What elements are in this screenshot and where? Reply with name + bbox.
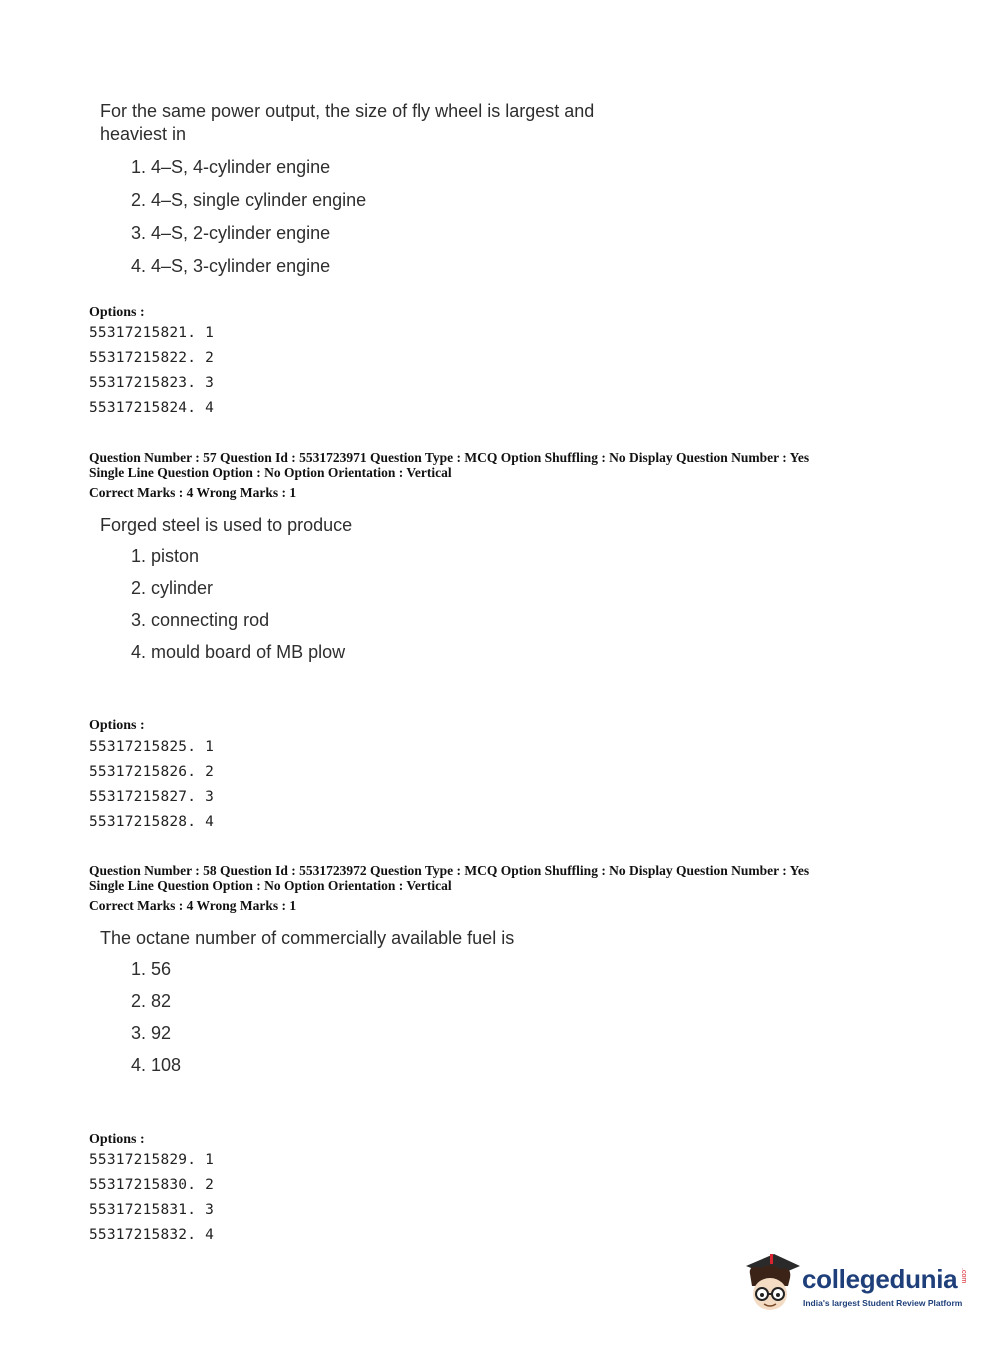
question-58-meta-line-1: Question Number : 58 Question Id : 5531723972 Question Type : MCQ Option Shuffling : No Display Question Number : Yes: [89, 863, 810, 878]
question-58-meta-line-2: Single Line Question Option : No Option Orientation : Vertical: [89, 878, 452, 893]
question-56-text: For the same power output, the size of fly wheel is largest and heaviest in: [100, 101, 595, 144]
question-57-choice-3: 3. connecting rod: [131, 610, 270, 630]
question-57-meta-line-3: Correct Marks : 4 Wrong Marks : 1: [89, 485, 297, 500]
question-57-meta-line-1: Question Number : 57 Question Id : 5531723971 Question Type : MCQ Option Shuffling : No Display Question Number : Yes: [89, 450, 810, 465]
question-56-choice-2: 2. 4–S, single cylinder engine: [131, 190, 367, 210]
question-58-choice-1: 1. 56: [131, 959, 172, 979]
question-58-option-2: 55317215830. 2: [89, 1177, 215, 1193]
question-58-choice-4: 4. 108: [131, 1055, 182, 1075]
question-57-option-1: 55317215825. 1: [89, 739, 215, 755]
logo-wordmark: collegedunia: [802, 1264, 958, 1294]
question-56-choice-1: 1. 4–S, 4-cylinder engine: [131, 157, 331, 177]
question-58-choice-2: 2. 82: [131, 991, 172, 1011]
collegedunia-logo: [740, 1250, 975, 1320]
question-58-option-4: 55317215832. 4: [89, 1227, 215, 1243]
question-58-option-1: 55317215829. 1: [89, 1152, 215, 1168]
question-56-choice-4: 4. 4–S, 3-cylinder engine: [131, 256, 331, 276]
question-57-choice-4: 4. mould board of MB plow: [131, 642, 346, 662]
logo-com: .com: [960, 1268, 967, 1284]
question-56-option-4: 55317215824. 4: [89, 400, 215, 416]
question-57-text: Forged steel is used to produce: [100, 515, 353, 535]
mascot-icon: [740, 1250, 802, 1320]
question-58-option-3: 55317215831. 3: [89, 1202, 215, 1218]
question-56-option-2: 55317215822. 2: [89, 350, 215, 366]
question-57-option-2: 55317215826. 2: [89, 764, 215, 780]
question-58-choice-3: 3. 92: [131, 1023, 172, 1043]
question-56-choice-3: 3. 4–S, 2-cylinder engine: [131, 223, 331, 243]
question-57-options-label: Options :: [89, 718, 145, 733]
question-57-choice-2: 2. cylinder: [131, 578, 214, 598]
question-56-option-1: 55317215821. 1: [89, 325, 215, 341]
question-56-options-label: Options :: [89, 305, 145, 320]
question-56-option-3: 55317215823. 3: [89, 375, 215, 391]
logo-tagline: India's largest Student Review Platform: [803, 1298, 963, 1308]
question-57-choice-1: 1. piston: [131, 546, 200, 566]
question-58-meta-line-3: Correct Marks : 4 Wrong Marks : 1: [89, 898, 297, 913]
question-57-option-4: 55317215828. 4: [89, 814, 215, 830]
question-58-text: The octane number of commercially available fuel is: [100, 928, 515, 948]
question-58-options-label: Options :: [89, 1132, 145, 1147]
question-57-meta-line-2: Single Line Question Option : No Option Orientation : Vertical: [89, 465, 452, 480]
question-57-option-3: 55317215827. 3: [89, 789, 215, 805]
